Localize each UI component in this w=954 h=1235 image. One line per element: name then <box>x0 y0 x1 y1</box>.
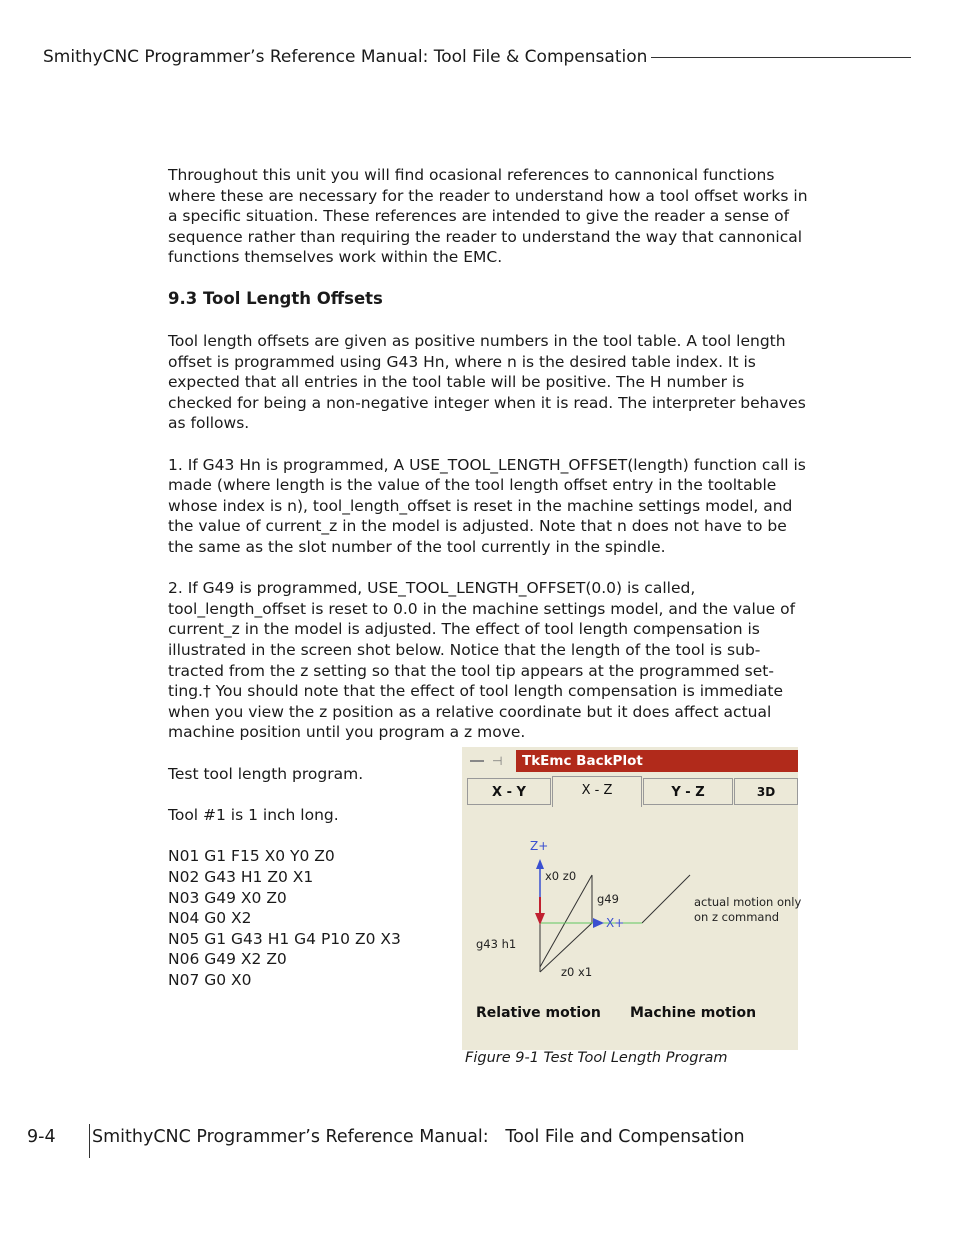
minimize-icon[interactable] <box>470 760 484 762</box>
header-title: SmithyCNC Programmer’s Reference Manual: Tool File & Compensation <box>43 47 648 67</box>
label-g43h1: g43 h1 <box>476 937 517 951</box>
running-header <box>43 45 911 69</box>
running-footer <box>27 1116 745 1158</box>
program-title: Test tool length program. <box>168 765 364 783</box>
window-title: TkEmc BackPlot <box>516 750 798 772</box>
tab-x-y[interactable]: X - Y <box>467 778 551 805</box>
code-line: N01 G1 F15 X0 Y0 Z0 <box>168 847 335 866</box>
paragraph-1: Tool length offsets are given as positive numbers in the tool table. A tool length offset is programmed using G43 Hn, where n is the desired table index. It is expected that all entries in the tool table will be positive. The H number is checked for being a non-negative integer when it is read. The interpreter behaves as follows. <box>168 332 806 433</box>
pin-icon[interactable]: ⊣ <box>492 754 503 768</box>
tab-x-z[interactable]: X - Z <box>552 776 642 807</box>
code-line: N02 G43 H1 Z0 X1 <box>168 867 314 886</box>
page-number: 9-4 <box>27 1127 56 1147</box>
z-axis-label: Z+ <box>530 839 549 853</box>
label-z0x1: z0 x1 <box>561 965 593 979</box>
window-titlebar <box>462 750 798 772</box>
label-x0z0: x0 z0 <box>545 869 577 883</box>
label-g49: g49 <box>597 892 619 906</box>
backplot-canvas <box>462 807 802 1050</box>
code-line: N06 G49 X2 Z0 <box>168 950 287 969</box>
tool-path-diagonal-upper <box>540 875 592 967</box>
program-listing <box>168 764 401 991</box>
tab-y-z[interactable]: Y - Z <box>643 778 733 805</box>
code-line: N04 G0 X2 <box>168 909 252 928</box>
x-axis-arrow <box>593 918 604 928</box>
tab-3d[interactable]: 3D <box>734 778 798 805</box>
code-line: N07 G0 X0 <box>168 970 252 989</box>
paragraph-3: 2. If G49 is programmed, USE_TOOL_LENGTH_OFFSET(0.0) is called, tool_length_offset is reset to 0.0 in the machine settings model, and the value of current_z in the model is adjusted. The effect of tool length compensation is illustrated in the screen shot below. Notice that the length of the tool is sub-tracted from the z setting so that the tool tip appears at the programmed set-ting.† You should note that the effect of tool length compensation is immediate when you view the z position as a relative coordinate but it does affect actual machine position until you program a z move. <box>168 579 796 742</box>
label-actual-motion-2: on z command <box>694 910 780 924</box>
footer-title: SmithyCNC Programmer’s Reference Manual: Tool File and Compensation <box>92 1127 745 1147</box>
backplot-screenshot <box>462 747 802 1050</box>
section-body <box>168 331 808 743</box>
code-line: N03 G49 X0 Z0 <box>168 888 287 907</box>
machine-path <box>642 875 690 923</box>
paragraph-2: 1. If G43 Hn is programmed, A USE_TOOL_LENGTH_OFFSET(length) function call is made (where length is the value of the tool length offset entry in the tooltable whose index is n), tool_length_offset is reset in the machine settings model, and the value of current_z in the model is adjusted. Note that n does not have to be the same as the slot number of the tool currently in the spindle. <box>168 455 806 556</box>
program-note: Tool #1 is 1 inch long. <box>168 806 339 825</box>
code-line: N05 G1 G43 H1 G4 P10 Z0 X3 <box>168 929 401 948</box>
relative-motion-label: Relative motion <box>476 1005 601 1021</box>
footer-divider <box>89 1124 90 1158</box>
z-axis-arrow <box>536 859 544 869</box>
section-heading: 9.3 Tool Length Offsets <box>168 289 383 308</box>
machine-motion-label: Machine motion <box>630 1005 757 1021</box>
header-rule <box>651 57 911 58</box>
x-axis-label: X+ <box>606 916 625 930</box>
intro-paragraph: Throughout this unit you will find ocasional references to cannonical functions where these are necessary for the reader to understand how a tool offset works in a specific situation. These references are intended to give the reader a sense of sequence rather than requiring the reader to understand the way that cannonical functions themselves work within the EMC. <box>168 166 808 267</box>
label-actual-motion-1: actual motion only <box>694 895 802 909</box>
figure-caption: Figure 9-1 Test Tool Length Program <box>465 1050 728 1066</box>
